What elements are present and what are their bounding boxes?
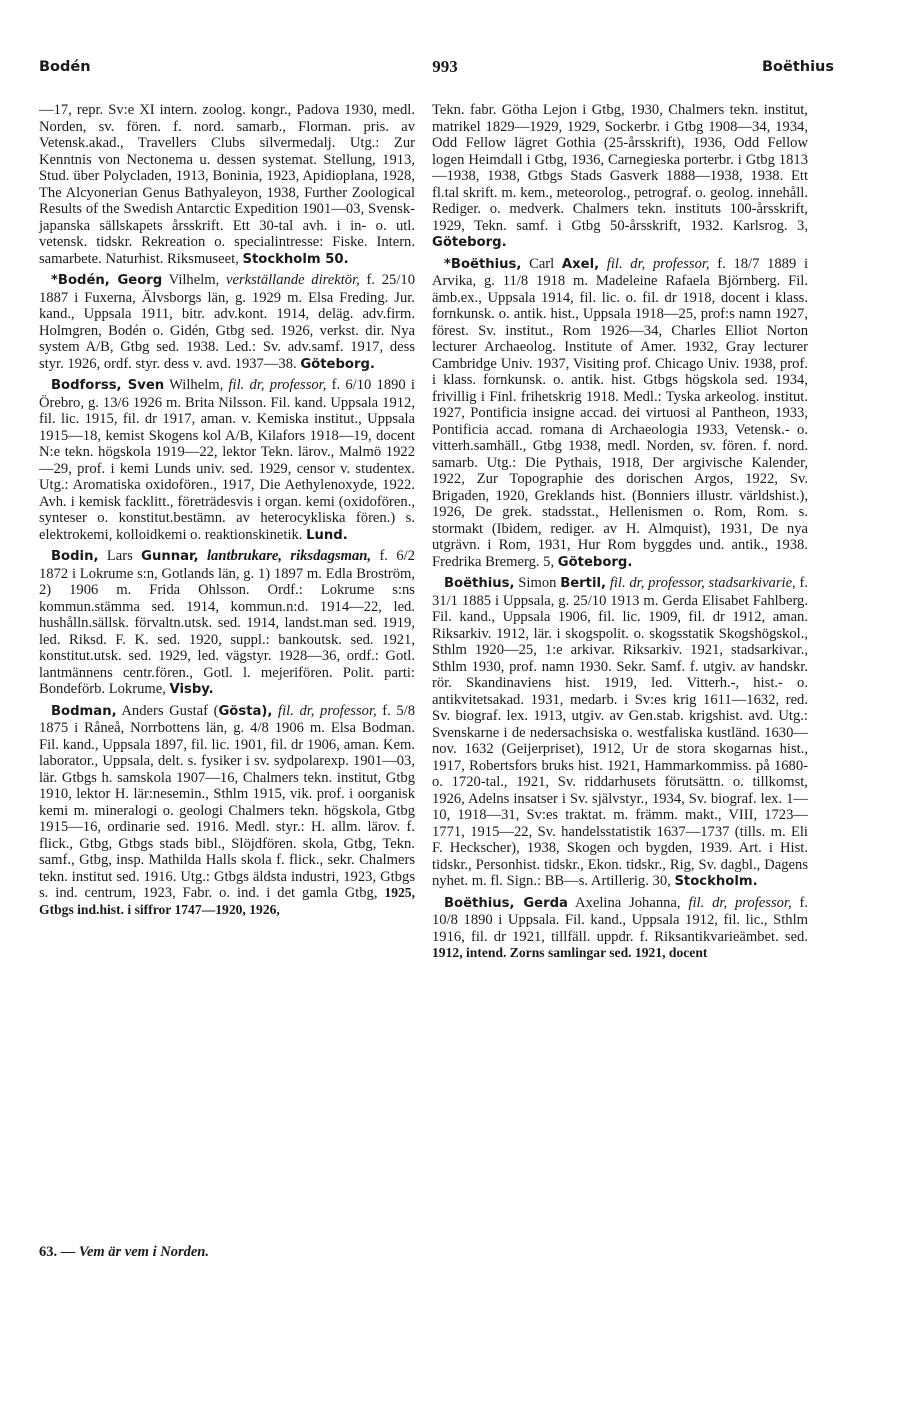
entry-call-name: Axel,	[561, 256, 600, 272]
entry-bodforss-sven	[39, 377, 415, 544]
entry-title: fil. dr, professor,	[606, 255, 710, 272]
entry-text: f. 5/8 1875 i Råneå, Norrbottens län, g. 4/8 1906 m. Elsa Bodman. Fil. kand., Uppsala 1897, fil. lic. 1901, fil. dr 1906, aman. Kem. laborator., Uppsala, delt. s. fysiker i sv. sydpolarexp. 1901—03, lär. Gtbgs h. samskola 1907—16, Chalmers tekn. institut, Gtbg 1910, lektor H. lär:nesemin., Sthlm 1915, vik. prof. i oorganisk kemi m. mineralogi o. geologi Chalmers tekn. högskola, Gtbg 1915—16, ordinarie sed. 1916. Medl. styr.: H. allm. lärov. f. flick., Gtbg, Gtbgs stads bibl., Slöjdfören. skola, Gtbg, Tekn. samf., Gtbg, insp. Mathilda Halls skola f. flick., sekr. Chalmers tekn. institut sed. 1916. Utg.: Gtbgs äldsta industri, 1923, Gtbgs s. ind. centrum, 1923, Fabr. o. ind. i det gamla Gtbg,	[39, 702, 415, 901]
entry-location: Visby.	[169, 682, 214, 697]
entry-boden-georg	[39, 272, 415, 373]
entry-given-names: Lars	[98, 548, 142, 564]
entry-title: fil. dr, professor,	[688, 894, 792, 911]
entry-continuation	[432, 102, 808, 252]
entry-text: f. 18/7 1889 i Arvika, g. 11/8 1918 m. Madeleine Rafaela Björnberg. Fil. ämb.ex., Uppsala 1914, fil. lic. o. fil. dr 1918, docent i klass. fornkunsk. o. antik. hist., Uppsala 1918—25, prof:s namn 1927, förest. Sv. institut., Rom 1926—34, Charles Elliot Norton lecturer Archaeolog. Institute of Amer. 1932, Gray lecturer Cambridge Univ. 1937, Visiting prof. Chicago Univ. 1938, prof. i klass. fornkunsk. o. antik. hist. Gtbgs högskola sed. 1934, frivillig i Finl. frihetskrig 1918. Medl.: Tyska arkeolog. institut. 1927, Pontificia insigne accad. dei virtuosi al Pantheon, 1933, Pontificia accad. romana di Archaeologia 1933, Vetensk.- o. vitterh.samhäll., Gtbg 1938, medl. Norden, sv. fören. f. nord. samarb. Utg.: Die Pythais, 1918, Der argivische Kalender, 1922, Zur Topographie des dorischen Argos, 1922, Sv. Brigaden, 1920, Greklands hist. (Bonniers illustr. världshist.), 1926, De grek. stadsstat., Hellenismen o. Rom, Rom. s. stormakt (Ibidem, rediger. av H. Almquist), 1931, De nya utgrävn. i Rom, 1931, Hur Rom byggdes und. antik., 1938. Fredrika Bremerg. 5,	[432, 255, 808, 570]
entry-text-bold-line: 1912, intend. Zorns samlingar sed. 1921, docent	[432, 945, 708, 960]
footer-title: Vem är vem i Norden.	[78, 1244, 209, 1260]
entry-text: f. 10/8 1890 i Uppsala. Fil. kand., Uppsala 1912, fil. lic., Sthlm 1916, fil. dr 1921, tillfäll. uppdr. f. Riksantikvarieämbet. sed.	[432, 894, 809, 945]
entry-name: Boëthius,	[444, 576, 515, 591]
entry-title: fil. dr, professor, stadsarkivarie,	[609, 575, 796, 591]
entry-title: fil. dr, professor,	[278, 702, 377, 719]
running-head-left: Bodén	[39, 59, 91, 75]
entry-continuation	[39, 102, 415, 268]
running-head-right: Boëthius	[761, 59, 834, 75]
entry-location: Göteborg.	[557, 554, 633, 570]
entry-name: Bodman,	[51, 703, 117, 719]
entry-boethius-gerda	[432, 895, 808, 962]
entry-call-name: Gunnar,	[141, 549, 199, 564]
footer-dash: —	[60, 1244, 76, 1260]
entry-name: Bodforss, Sven	[51, 378, 165, 393]
entry-text: f. 6/10 1890 i Örebro, g. 13/6 1926 m. Brita Nilsson. Fil. kand. Uppsala 1912, fil. lic. 1915, fil. dr 1917, aman. v. Kemiska institut., Uppsala 1915—18, kemist Skogens kol A/B, Kilafors 1918—19, docent N:e tekn. högskola 1919—22, lektor Tekn. lärov., Malmö 1922—29, prof. i kemi Lunds univ. sed. 1929, censor v. studentex. Utg.: Aromatiska oxidofören., 1917, Die Aethylenoxyde, 1922. Avh. i kemisk facklitt., företrädesvis i organ. kemi (oxidofören., synteser o. konstitut.bestämn. av heterocykliska fören.) s. elektrokemi, kolloidkemi o. reaktionskinetik.	[39, 377, 415, 543]
entry-location: Lund.	[306, 527, 348, 543]
entry-text: f. 6/2 1872 i Lokrume s:n, Gotlands län, g. 1) 1897 m. Edla Broström, 2) 1906 m. Frida Ohlsson. Ordf.: Lokrume s:ns kommun.stämma sed. 1914, kommun.n:d. 1914—22, led. hushålln.sällsk. förvaltn.utsk. sed. 1914, landst.man sed. 1919, led. Riksd. F. K. sed. 1920, suppl.: bankoutsk. sed. 1921, konstitut.utsk. sed. 1929, led. vägstyr. 1928—36, ordf.: Gotl. lantmännens centr.fören., Gotl. l. mejerifören. Polit. parti: Bondeförb. Lokrume,	[39, 548, 415, 697]
entry-call-name: Bertil,	[560, 576, 607, 591]
entry-given-names: Carl	[521, 255, 562, 272]
entry-bodman-gosta	[39, 703, 415, 919]
entry-call-name: Gösta),	[218, 703, 273, 719]
entry-location: Göteborg.	[300, 356, 375, 372]
entry-name: Bodin,	[51, 549, 99, 564]
page-footer	[39, 1244, 209, 1261]
entry-name: *Boëthius,	[444, 256, 522, 272]
entry-bodin-gunnar	[39, 548, 415, 699]
entry-title: verkställande direktör,	[225, 272, 360, 288]
entry-given-names: Vilhelm,	[162, 272, 226, 288]
entry-text: Tekn. fabr. Götha Lejon i Gtbg, 1930, Chalmers tekn. institut, matrikel 1829—1929, 1929, Sockerbr. i Gtbg 1908—34, 1934, Odd Fellow lägret Gothia (25-årsskrift), 1936, Odd Fellow logen Heimdall i Gtbg, 1936, Carnegieska porterbr. i Gtbg 1813—1938, 1938, Gtbgs Stads Gasverk 1888—1938, 1938. Ett fl.tal skrift. m. kem., meteorolog., petrograf. o. geolog. innehåll. Rediger. o. medverk. Chalmers tekn. instituts 100-årsskrift, 1929, Tekn. samf. i Gtbg 50-årsskrift, 1932. Karlsrog. 3,	[432, 102, 808, 234]
entry-text: f. 25/10 1887 i Fuxerna, Älvsborgs län, g. 1929 m. Elsa Freding. Jur. kand., Uppsala 1911, bitr. adv.kont. 1914, deläg. adv.firm. Holmgren, Bodén o. Gidén, Gtbg sed. 1926, verkst. dir. Nya system A/B, Gtbg sed. 1938. Led.: Sv. adv.samf. 1917, dess styr. 1926, ordf. styr. dess v. avd. 1937—38.	[39, 272, 415, 372]
entry-given-names: Axelina Johanna,	[567, 894, 689, 911]
footer-number: 63.	[39, 1244, 58, 1260]
entry-title: fil. dr, professor,	[228, 377, 327, 393]
entry-boethius-bertil	[432, 575, 808, 891]
entry-name: Boëthius, Gerda	[444, 895, 568, 911]
left-column	[39, 102, 415, 918]
entry-given-names: Wilhelm,	[164, 377, 229, 393]
entry-boethius-axel	[432, 256, 808, 572]
entry-location: Göteborg.	[432, 235, 507, 250]
entry-text-bold-line: 1925, Gtbgs ind.hist. i siffror 1747—1920, 1926,	[39, 885, 415, 917]
entry-text: —17, repr. Sv:e XI intern. zoolog. kongr., Padova 1930, medl. Norden, sv. fören. f. nord. samarb., Florman. pris. av Vetensk.akad., Travellers Clubs silvermedalj. Utg.: Zur Kenntnis von Nectonema u. dessen systemat. Stellung, 1913, Stud. über Polycladen, 1913, Boninia, 1923, Apidioplana, 1928, The Alcyonerian Genus Bathyaleyon, 1938, Further Zoological Results of the Swedish Antarctic Expedition 1901—03, Svensk-japanska sällskapets årsskrift. Ett 30-tal avh. i in- o. utl. vetensk. tidskr. Rekreation o. specialintresse: Fiske. Intern. samarbete. Naturhist. Riksmuseet,	[39, 102, 415, 267]
entry-given-names: Simon	[514, 575, 561, 591]
right-column	[432, 102, 808, 962]
entry-title: lantbrukare, riksdagsman,	[207, 548, 372, 564]
page-number: 993	[432, 57, 458, 76]
entry-name: *Bodén, Georg	[51, 273, 163, 288]
entry-location: Stockholm 50.	[242, 251, 349, 267]
entry-text: f. 31/1 1885 i Uppsala, g. 25/10 1913 m. Gerda Elisabet Fahlberg. Fil. kand., Uppsala 1906, fil. lic. 1909, fil. dr 1912, aman. Riksarkiv. 1912, lär. i skogspolit. o. skogsstatik Skogshögskol., Sthlm 1920—25, 1:e arkivar. Riksarkiv. 1921, stadsarkivar., Sthlm 1930, prof. namn 1930. Sekr. Samf. f. utgiv. av handskr. rör. Skandinaviens hist. 1919, led. Vitterh.-, hist.- o. antikvitetsakad. 1931, medarb. i Sv:es krig 1611—1632, red. Sv. biograf. lex. 1913, utgiv. av Gen.stab. krigshist. avd. Utg.: Svenskarne i de nedersachsiska o. westfaliska kustländ. 1630—nov. 1632 (Geijerpriset), 1912, Ur de stora skogarnas hist., 1917, Robertsfors bruks hist. 1921, Hammarkommiss. på 1680- o. 1720-tal., 1921, Sv. riddarhusets förutsättn. o. tillkomst, 1926, Adelns insatser i Sv. självstyr., 1934, Sv. biograf. lex. 1—10, 1918—31, Sv:es traktat. m. främm. makt., VIII, 1723—1771, 1915—22, Sv. handelsstatistik 1637—1737 (tills. m. Eli F. Heckscher), 1938, Skogen och bygden, 1939. Art. i Hist. tidskr., Personhist. tidskr., Ekon. tidskr., Rig, Sv. dagbl., Dagens nyhet. m. fl. Sign.: BB—s. Artillerig. 30,	[432, 575, 808, 889]
entry-given-names: Anders Gustaf (	[116, 702, 219, 719]
entry-location: Stockholm.	[674, 874, 758, 889]
